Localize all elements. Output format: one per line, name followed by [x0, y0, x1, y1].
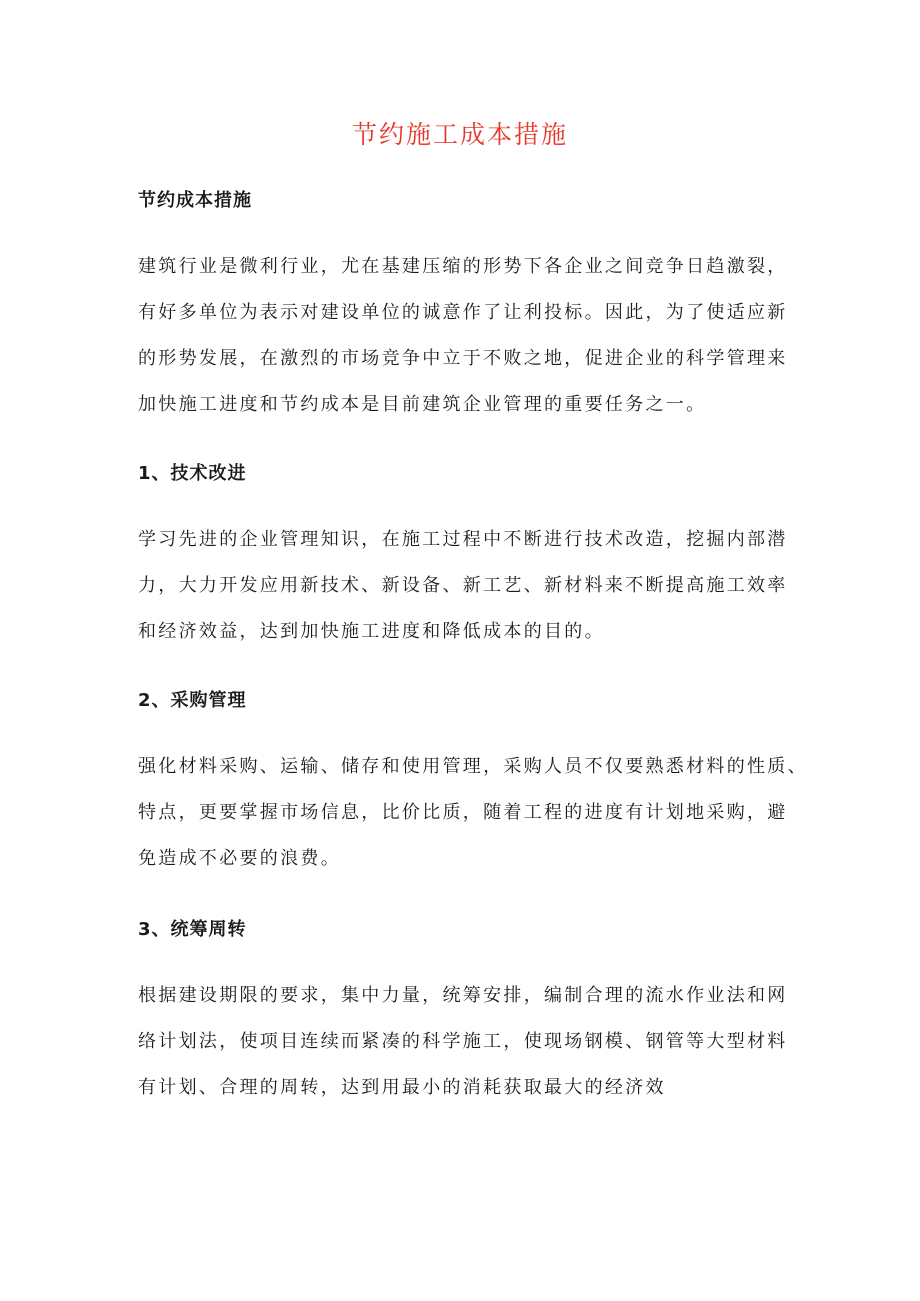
section-paragraph-cost-saving [138, 244, 798, 428]
section-paragraph-procurement [138, 744, 808, 882]
paragraph-line: 学习先进的企业管理知识，在施工过程中不断进行技术改造，挖掘内部潜 [138, 529, 788, 550]
section-heading-coordination: 3、统筹周转 [138, 919, 247, 940]
section-paragraph-technical-improvement [138, 517, 798, 655]
paragraph-line: 强化材料采购、运输、储存和使用管理，采购人员不仅要熟悉材料的性质、 [138, 756, 808, 777]
paragraph-line: 有计划、合理的周转，达到用最小的消耗获取最大的经济效 [138, 1077, 666, 1098]
document-title: 节约施工成本措施 [351, 120, 568, 149]
section-heading-procurement: 2、采购管理 [138, 690, 247, 711]
paragraph-line: 建筑行业是微利行业，尤在基建压缩的形势下各企业之间竞争日趋激裂， [138, 256, 788, 277]
paragraph-line: 和经济效益，达到加快施工进度和降低成本的目的。 [138, 621, 605, 642]
paragraph-line: 特点，更要掌握市场信息，比价比质，随着工程的进度有计划地采购，避 [138, 802, 788, 823]
paragraph-line: 有好多单位为表示对建设单位的诚意作了让利投标。因此，为了使适应新 [138, 302, 788, 323]
paragraph-line: 免造成不必要的浪费。 [138, 848, 341, 869]
paragraph-line: 的形势发展，在激烈的市场竞争中立于不败之地，促进企业的科学管理来 [138, 348, 788, 369]
paragraph-line: 络计划法，使项目连续而紧凑的科学施工，使现场钢模、钢管等大型材料 [138, 1031, 788, 1052]
paragraph-line: 加快施工进度和节约成本是目前建筑企业管理的重要任务之一。 [138, 394, 707, 415]
section-paragraph-coordination [138, 973, 798, 1111]
section-heading-technical-improvement: 1、技术改进 [138, 463, 247, 484]
paragraph-line: 根据建设期限的要求，集中力量，统筹安排，编制合理的流水作业法和网 [138, 985, 788, 1006]
section-heading-cost-saving: 节约成本措施 [138, 190, 252, 211]
paragraph-line: 力，大力开发应用新技术、新设备、新工艺、新材料来不断提高施工效率 [138, 575, 788, 596]
